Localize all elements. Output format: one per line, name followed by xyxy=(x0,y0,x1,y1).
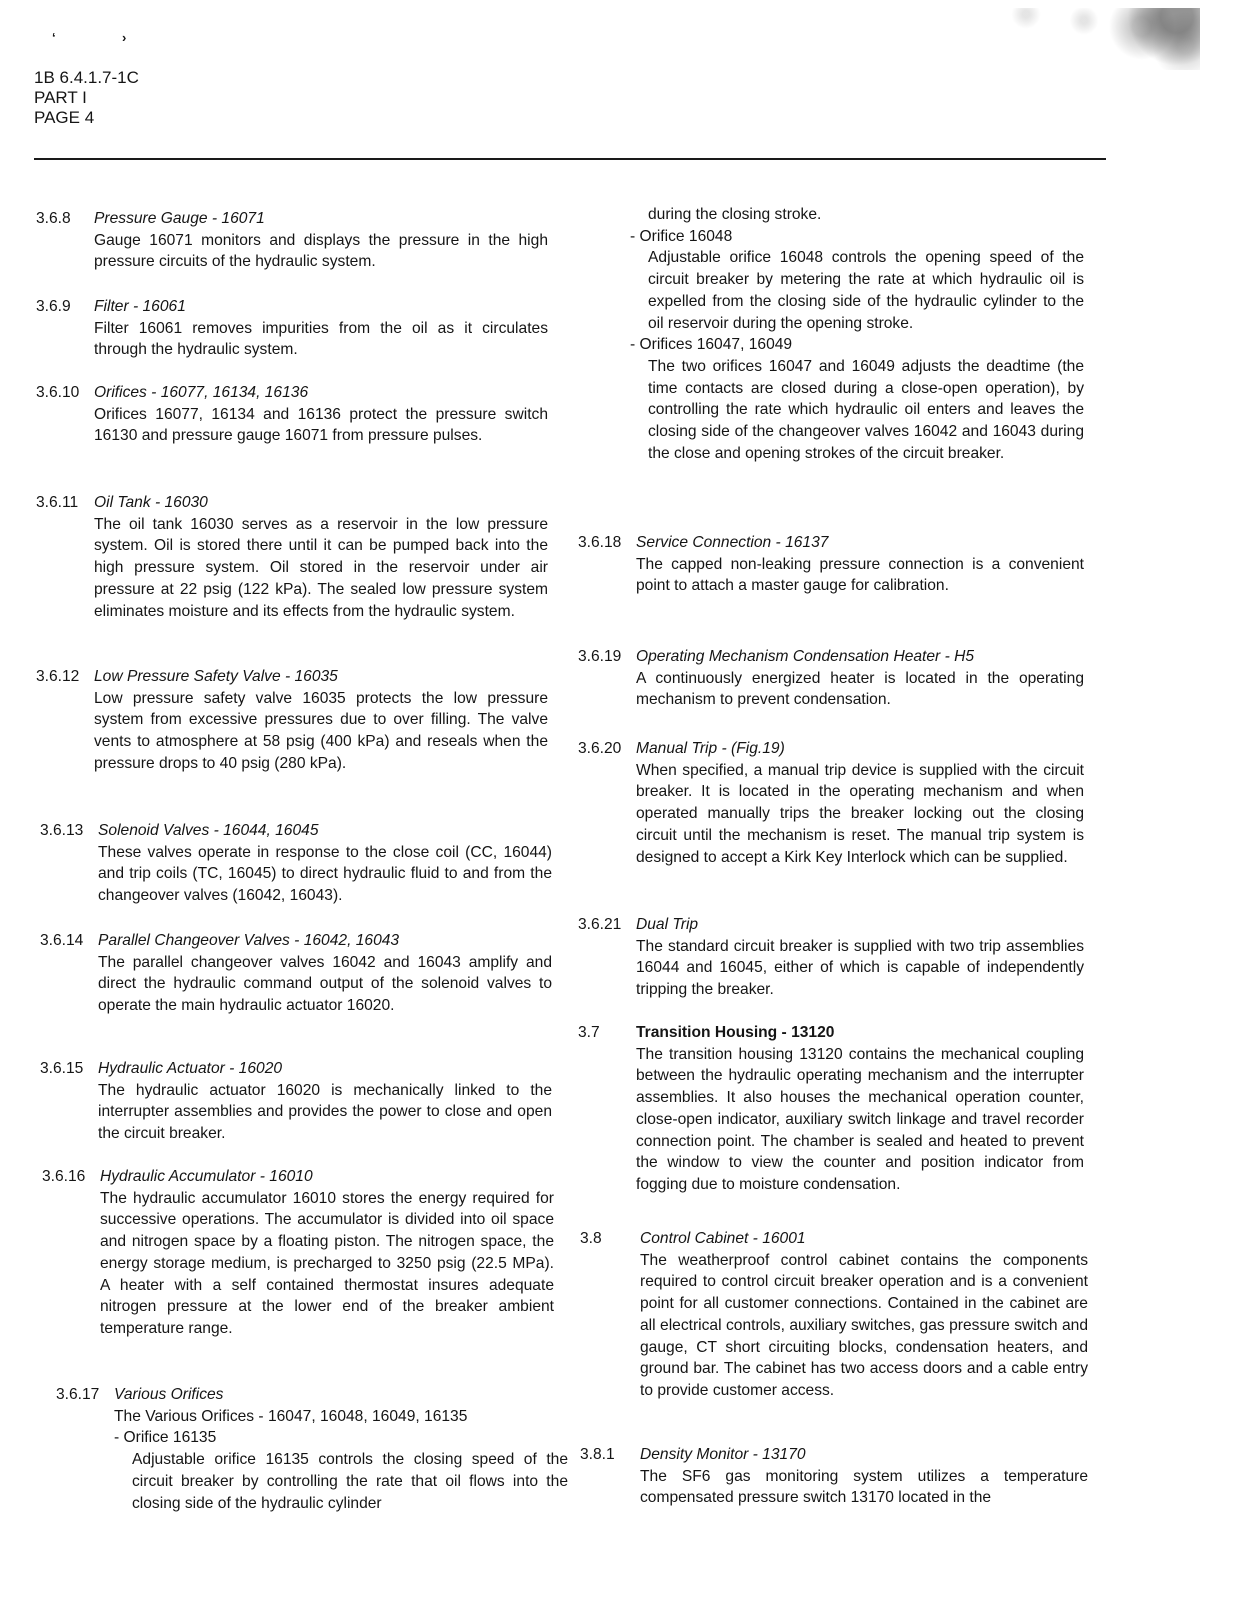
section-title: Oil Tank - 16030 xyxy=(94,494,208,511)
section-title: Hydraulic Accumulator - 16010 xyxy=(100,1168,313,1185)
scan-speckle xyxy=(910,8,1200,70)
section-3-6-19 xyxy=(578,646,1084,711)
section-title: Service Connection - 16137 xyxy=(636,534,829,551)
section-number: 3.6.21 xyxy=(578,916,622,933)
orifice-16048-body: Adjustable orifice 16048 controls the opening speed of the circuit breaker by metering the rate at which hydraulic oil is expelled from the closing side of the hydraulic cylinder to the oil reservoir during the opening stroke. xyxy=(648,249,1084,332)
section-3-6-13 xyxy=(40,820,552,907)
document-header xyxy=(34,68,139,128)
section-title: Manual Trip - (Fig.19) xyxy=(636,740,785,757)
section-number: 3.6.16 xyxy=(42,1168,86,1185)
section-number: 3.6.10 xyxy=(36,384,80,401)
section-3-6-18 xyxy=(578,532,1084,597)
section-3-6-10 xyxy=(36,382,548,447)
section-body: Filter 16061 removes impurities from the oil as it circulates through the hydraulic system. xyxy=(94,319,548,359)
section-body: Gauge 16071 monitors and displays the pressure in the high pressure circuits of the hydraulic system. xyxy=(94,231,548,271)
section-title: Solenoid Valves - 16044, 16045 xyxy=(98,822,319,839)
section-body: When specified, a manual trip device is supplied with the circuit breaker. It is located in the operating mechanism and when operated manually trips the breaker locking out the closing circuit until the mechanism is reset. The manual trip system is designed to accept a Kirk Key Interlock which can be supplied. xyxy=(636,761,1084,866)
section-number: 3.8 xyxy=(580,1230,602,1247)
document-number: 1B 6.4.1.7-1C xyxy=(34,68,139,87)
section-3-8 xyxy=(580,1228,1088,1402)
section-body: A continuously energized heater is located in the operating mechanism to prevent condensation. xyxy=(636,669,1084,709)
section-number: 3.6.13 xyxy=(40,822,84,839)
section-number: 3.8.1 xyxy=(580,1446,615,1463)
orifices-16047-16049-body: The two orifices 16047 and 16049 adjusts the deadtime (the time contacts are closed during a close-open operation), by controlling the rate which hydraulic oil enters and leaves the closing side of the changeover valves 16042 and 16043 during the close and opening strokes of the circuit breaker. xyxy=(648,357,1084,462)
section-body: The parallel changeover valves 16042 and 16043 amplify and direct the hydraulic command output of the solenoid valves to operate the main hydraulic actuator 16020. xyxy=(98,953,552,1015)
section-title: Operating Mechanism Condensation Heater - H5 xyxy=(636,648,975,665)
orifice-16048-label: - Orifice 16048 xyxy=(630,227,733,245)
section-3-6-17-continued xyxy=(630,204,1084,464)
section-3-6-11 xyxy=(36,492,548,622)
page-label: PAGE 4 xyxy=(34,108,95,127)
corner-mark-left: ‘ xyxy=(52,30,56,45)
orifice-16135-continued: during the closing stroke. xyxy=(648,206,822,223)
section-title: Parallel Changeover Valves - 16042, 16043 xyxy=(98,932,400,949)
section-body: The hydraulic accumulator 16010 stores the energy required for successive operations. The accumulator is divided into oil space and nitrogen space by a floating piston. The nitrogen space, the energy storage medium, is precharged to 3250 psig (22.5 MPa). A heater with a self contained thermostat insures adequate nitrogen pressure at the lower end of the breaker ambient temperature range. xyxy=(100,1189,554,1337)
section-body: The transition housing 13120 contains the mechanical coupling between the hydraulic operating mechanism and the interrupter assemblies. It also houses the mechanical operation counter, close-open indicator, auxiliary switch linkage and travel recorder connection point. The chamber is sealed and heated to prevent the window to view the counter and position indicator from fogging due to moisture condensation. xyxy=(636,1045,1084,1193)
section-3-6-8 xyxy=(36,208,548,273)
section-title: Orifices - 16077, 16134, 16136 xyxy=(94,384,309,401)
section-3-6-21 xyxy=(578,914,1084,1001)
section-body: The oil tank 16030 serves as a reservoir in the low pressure system. Oil is stored there until it can be pumped back into the high pressure system. Oil stored in the reservoir under air pressure at 22 psig (122 kPa). The sealed low pressure system eliminates moisture and its effects from the hydraulic system. xyxy=(94,515,548,620)
section-number: 3.7 xyxy=(578,1024,600,1041)
orifice-16135-label: - Orifice 16135 xyxy=(114,1429,217,1447)
section-title: Dual Trip xyxy=(636,916,699,933)
part-label: PART I xyxy=(34,88,87,107)
section-3-6-16 xyxy=(42,1166,554,1340)
section-title: Density Monitor - 13170 xyxy=(640,1446,806,1463)
section-title: Hydraulic Actuator - 16020 xyxy=(98,1060,283,1077)
section-number: 3.6.11 xyxy=(36,494,79,511)
section-title: Transition Housing - 13120 xyxy=(636,1024,835,1041)
section-number: 3.6.18 xyxy=(578,534,622,551)
section-3-6-12 xyxy=(36,666,548,775)
section-title: Filter - 16061 xyxy=(94,298,186,315)
section-body: The capped non-leaking pressure connection is a convenient point to attach a master gauge for calibration. xyxy=(636,555,1084,595)
section-number: 3.6.9 xyxy=(36,298,71,315)
section-intro: The Various Orifices - 16047, 16048, 16049, 16135 xyxy=(114,1407,468,1425)
section-body: The standard circuit breaker is supplied with two trip assemblies 16044 and 16045, either of which is capable of independently tripping the breaker. xyxy=(636,937,1084,999)
section-3-6-17 xyxy=(56,1384,568,1514)
section-body: These valves operate in response to the close coil (CC, 16044) and trip coils (TC, 16045) to direct hydraulic fluid to and from the changeover valves (16042, 16043). xyxy=(98,843,552,905)
section-3-6-15 xyxy=(40,1058,552,1145)
section-3-6-14 xyxy=(40,930,552,1017)
section-body: Orifices 16077, 16134 and 16136 protect the pressure switch 16130 and pressure gauge 16071 from pressure pulses. xyxy=(94,405,548,445)
section-3-6-9 xyxy=(36,296,548,361)
section-number: 3.6.12 xyxy=(36,668,80,685)
orifices-16047-16049-label: - Orifices 16047, 16049 xyxy=(630,336,793,354)
section-number: 3.6.14 xyxy=(40,932,84,949)
section-3-7 xyxy=(578,1022,1084,1196)
section-number: 3.6.17 xyxy=(56,1386,100,1403)
section-body: The weatherproof control cabinet contains the components required to control circuit breaker operation and is a convenient point for all customer connections. Contained in the cabinet are all electrical controls, auxiliary switches, gas pressure switch and gauge, CT short circuiting blocks, condensation heaters, and ground bar. The cabinet has two access doors and a cable entry to provide customer access. xyxy=(640,1251,1088,1399)
section-title: Low Pressure Safety Valve - 16035 xyxy=(94,668,338,685)
corner-mark-right: › xyxy=(122,30,127,45)
section-body: The hydraulic actuator 16020 is mechanically linked to the interrupter assemblies and provides the power to close and open the circuit breaker. xyxy=(98,1081,552,1143)
section-body: The SF6 gas monitoring system utilizes a temperature compensated pressure switch 13170 located in the xyxy=(640,1467,1088,1507)
section-body: Low pressure safety valve 16035 protects the low pressure system from excessive pressures due to over filling. The valve vents to atmosphere at 58 psig (400 kPa) and reseals when the pressure drops to 40 psig (280 kPa). xyxy=(94,689,548,772)
header-rule xyxy=(34,158,1106,160)
section-number: 3.6.15 xyxy=(40,1060,84,1077)
section-3-8-1 xyxy=(580,1444,1088,1509)
section-number: 3.6.19 xyxy=(578,648,622,665)
section-title: Various Orifices xyxy=(114,1386,224,1403)
orifice-16135-body: Adjustable orifice 16135 controls the closing speed of the circuit breaker by controlling the rate that oil flows into the closing side of the hydraulic cylinder xyxy=(132,1451,568,1512)
section-number: 3.6.20 xyxy=(578,740,622,757)
section-3-6-20 xyxy=(578,738,1084,868)
section-number: 3.6.8 xyxy=(36,210,71,227)
section-title: Pressure Gauge - 16071 xyxy=(94,210,265,227)
section-title: Control Cabinet - 16001 xyxy=(640,1230,806,1247)
